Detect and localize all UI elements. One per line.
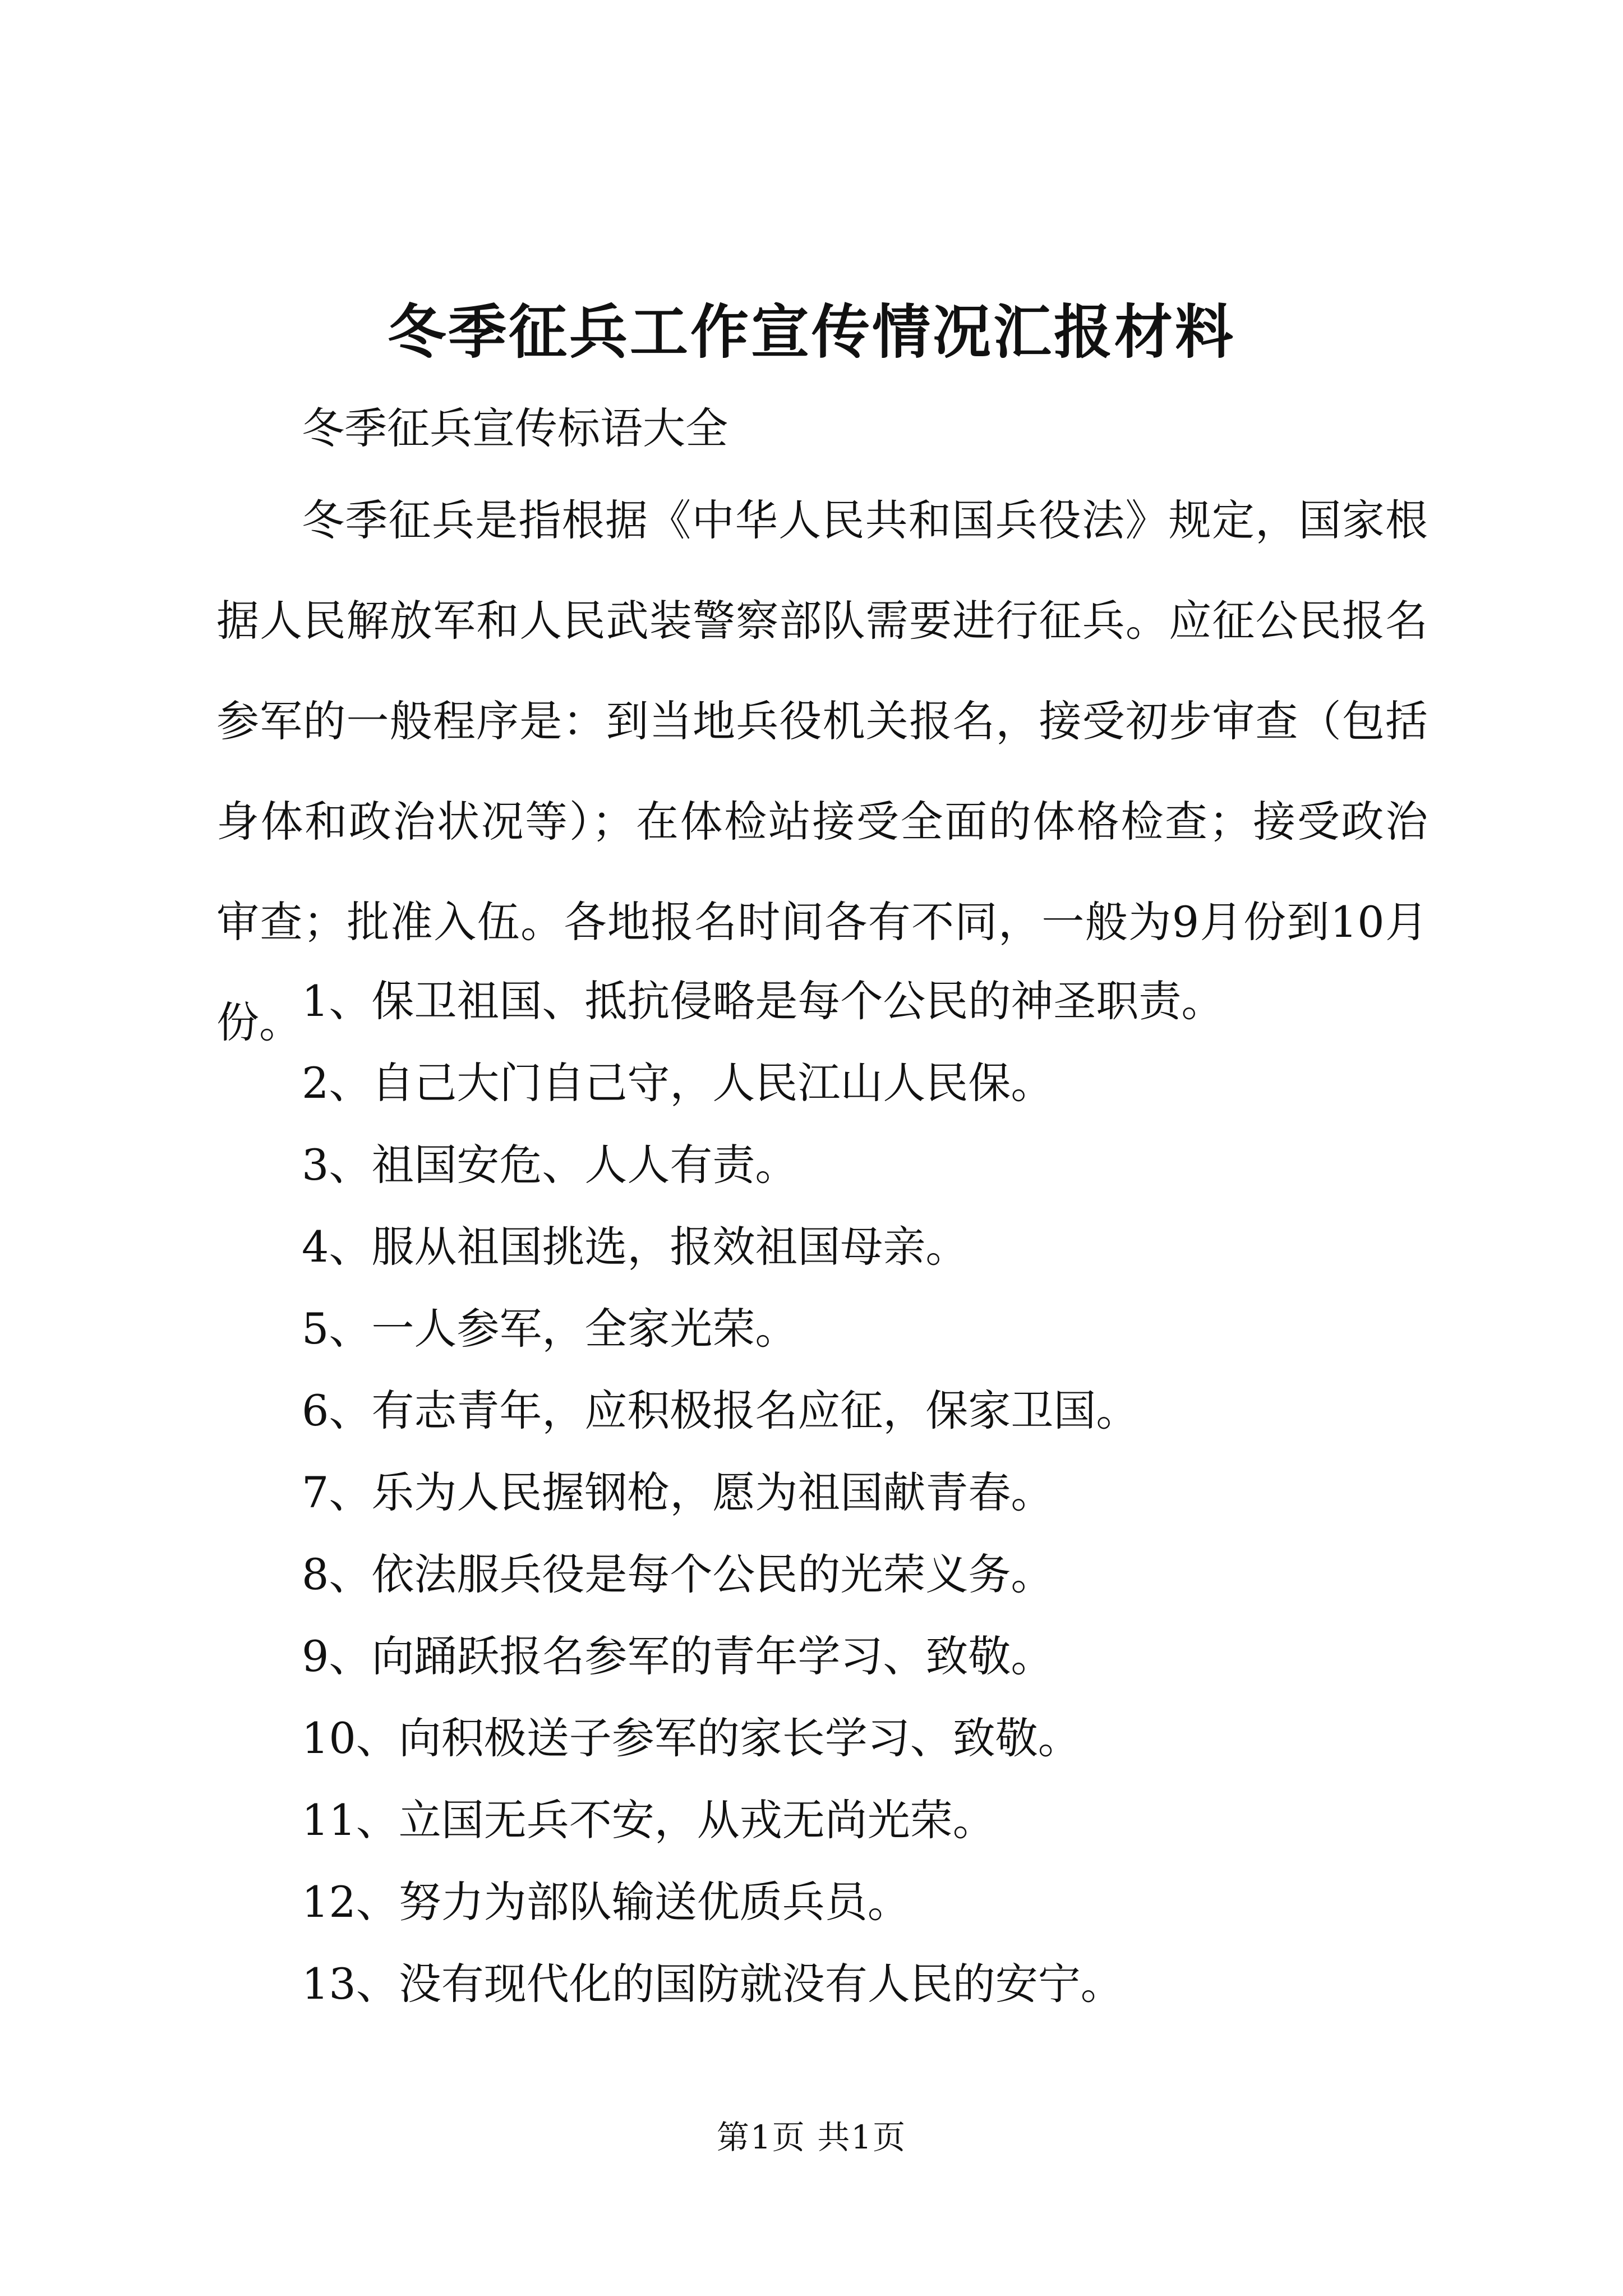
slogan-item: 8、依法服兵役是每个公民的光荣义务。 bbox=[302, 1549, 1054, 1599]
slogan-item: 2、自己大门自己守，人民江山人民保。 bbox=[302, 1058, 1054, 1108]
slogan-item: 10、向积极送子参军的家长学习、致敬。 bbox=[302, 1713, 1081, 1763]
slogan-list bbox=[302, 960, 1224, 2025]
slogan-item: 12、努力为部队输送优质兵员。 bbox=[302, 1877, 910, 1927]
slogan-item: 9、向踊跃报名参军的青年学习、致敬。 bbox=[302, 1631, 1054, 1681]
slogan-item: 4、服从祖国挑选，报效祖国母亲。 bbox=[302, 1222, 969, 1272]
slogan-item: 5、一人参军，全家光荣。 bbox=[302, 1304, 798, 1354]
slogan-item: 11、立国无兵不安，从戎无尚光荣。 bbox=[302, 1795, 995, 1845]
intro-paragraph: 冬季征兵是指根据《中华人民共和国兵役法》规定，国家根据人民解放军和人民武装警察部队需要进行征兵。应征公民报名参军的一般程序是：到当地兵役机关报名，接受初步审查（包括身体和政治状况等）；在体检站接受全面的体格检查；接受政治审查；批准入伍。各地报名时间各有不同，一般为9月份到10月份。 bbox=[216, 495, 1428, 1047]
slogan-item: 13、没有现代化的国防就没有人民的安宁。 bbox=[302, 1959, 1123, 2009]
slogan-item: 7、乐为人民握钢枪，愿为祖国献青春。 bbox=[302, 1467, 1054, 1517]
document-subtitle: 冬季征兵宣传标语大全 bbox=[302, 403, 728, 453]
slogan-item: 3、祖国安危、人人有责。 bbox=[302, 1140, 798, 1190]
slogan-item: 6、有志青年，应积极报名应征，保家卫国。 bbox=[302, 1386, 1139, 1435]
slogan-item: 1、保卫祖国、抵抗侵略是每个公民的神圣职责。 bbox=[302, 976, 1224, 1026]
page-footer: 第1页 共1页 bbox=[716, 2118, 907, 2156]
document-title: 冬季征兵工作宣传情况汇报材料 bbox=[387, 297, 1235, 366]
